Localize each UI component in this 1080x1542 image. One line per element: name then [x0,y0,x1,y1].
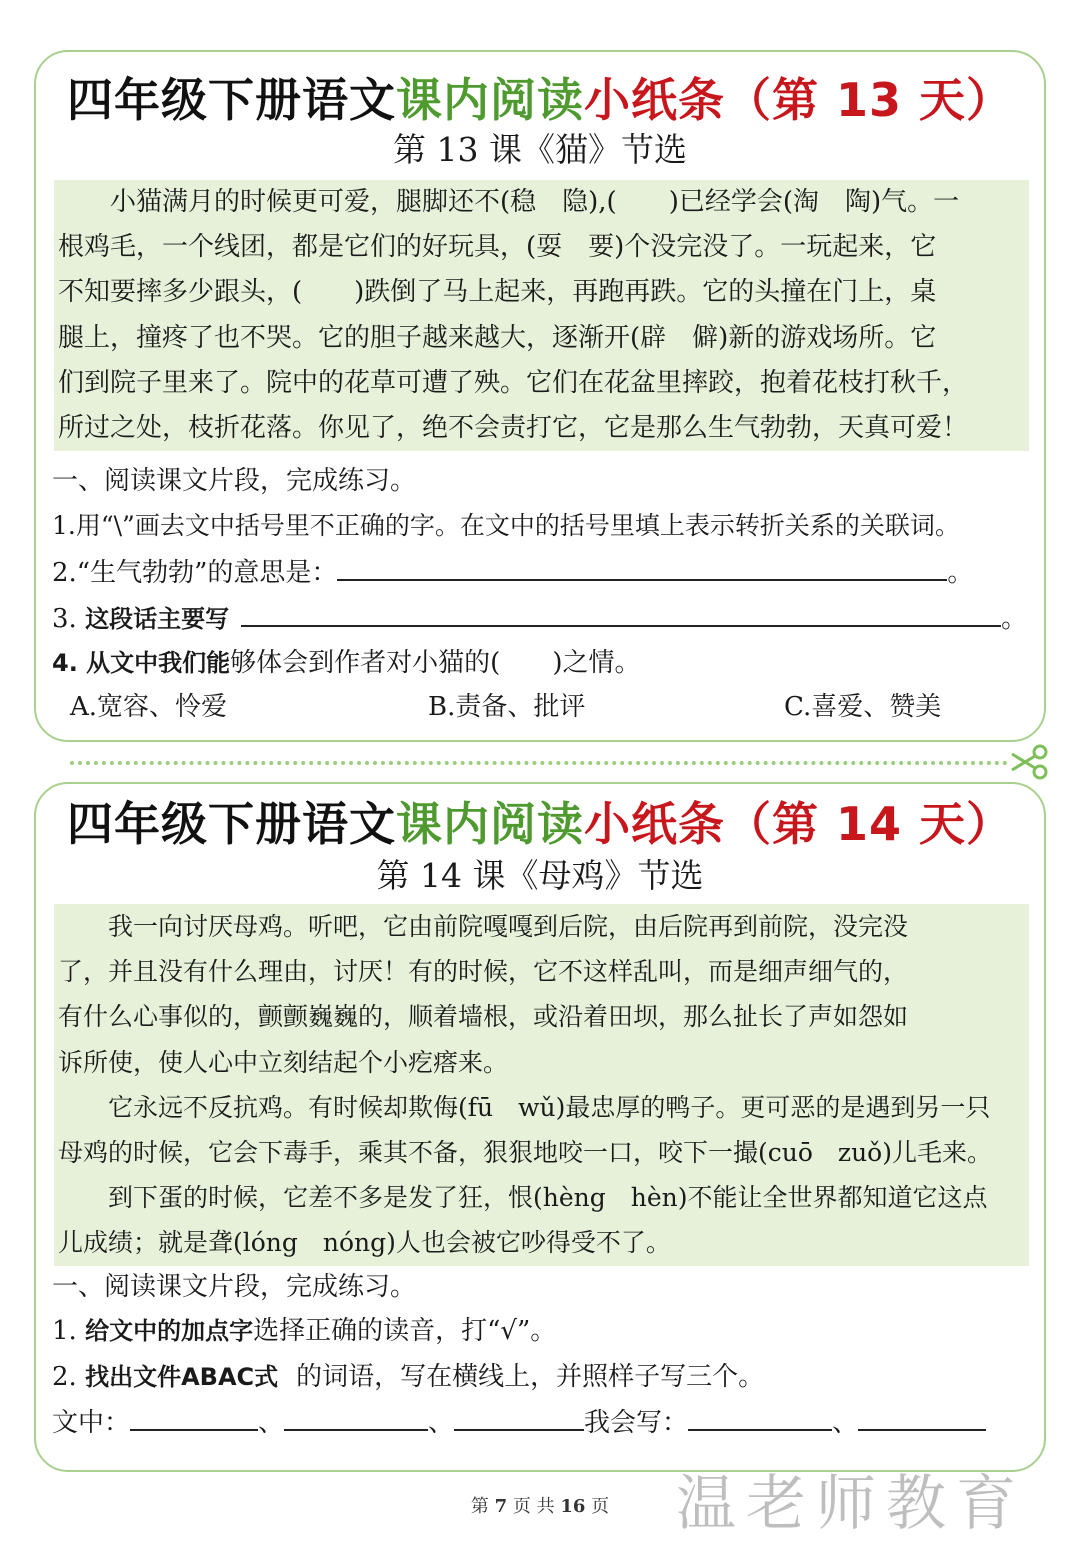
passage-line: 所过之处，枝折花落。你见了，绝不会责打它，它是那么生气勃勃，天真可爱！ [58,412,969,443]
card-title: 四年级下册语文课内阅读小纸条（第 14 天） [66,797,1014,851]
scissors-icon [1008,744,1050,780]
option-a[interactable]: A.宽容、怜爱 [70,692,228,722]
answer-line[interactable] [858,1405,986,1431]
passage-line: 有什么心事似的，颤颤巍巍的，顺着墙根，或沿着田坝，那么扯长了声如怨如 [58,1002,909,1032]
question-3: 3. 这段话主要写 。 [52,598,1027,635]
answer-line[interactable] [688,1405,832,1431]
question-1: 1.用“\”画去文中括号里不正确的字。在文中的括号里填上表示转折关系的关联词。 [52,511,960,540]
total-pages: 16 [560,1496,586,1517]
answer-line[interactable] [284,1405,428,1431]
watermark: 温老师教育 [676,1469,1026,1539]
passage-line: 们到院子里来了。院中的花草可遭了殃。它们在花盆里摔跤，抱着花枝打秋千， [58,367,969,398]
question-2: 2. 找出文件ABAC式 的词语，写在横线上，并照样子写三个。 [52,1362,765,1392]
passage-line: 母鸡的时候，它会下毒手，乘其不备，狠狠地咬一口，咬下一撮(cuō zuǒ)儿毛来。 [58,1137,992,1167]
question-2: 2.“生气勃勃”的意思是： 。 [52,552,973,589]
passage-line: 到下蛋的时候，它差不多是发了狂，恨(hèng hèn)不能让全世界都知道它这点 [58,1183,988,1213]
passage-box [54,180,1029,451]
question-1: 1. 给文中的加点字选择正确的读音，打“√”。 [52,1316,557,1346]
lesson-subtitle: 第 14 课《母鸡》节选 [376,856,704,895]
day14-card [34,782,1046,1472]
passage-line: 腿上，撞疼了也不哭。它的胆子越来越大，逐渐开(辟 僻)新的游戏场所。它 [58,322,937,353]
passage-line: 小猫满月的时候更可爱，腿脚还不(稳 隐),( )已经学会(淘 陶)气。一 [58,187,960,217]
current-page: 7 [494,1496,508,1517]
passage-line: 了，并且没有什么理由，讨厌！有的时候，它不这样乱叫，而是细声细气的， [58,957,909,987]
passage-line: 它永远不反抗鸡。有时候却欺侮(fū wǔ)最忠厚的鸭子。更可恶的是遇到另一只 [58,1092,991,1122]
answer-line[interactable] [241,601,1001,627]
passage-line: 诉所使，使人心中立刻结起个小疙瘩来。 [58,1047,509,1077]
section-heading: 一、阅读课文片段，完成练习。 [52,1272,417,1302]
day13-card [34,50,1046,742]
answer-line[interactable] [454,1405,584,1431]
page-footer: 第 7 页 共 16 页 [470,1496,610,1517]
lesson-subtitle: 第 13 课《猫》节选 [393,130,687,169]
answer-line[interactable] [337,555,947,581]
passage-line: 根鸡毛，一个线团，都是它们的好玩具，(耍 要)个没完没了。一玩起来，它 [58,232,937,263]
cut-line [70,761,1008,765]
option-c[interactable]: C.喜爱、赞美 [784,692,942,722]
option-b[interactable]: B.责备、批评 [428,692,586,722]
answer-line[interactable] [130,1405,258,1431]
question-4: 4. 从文中我们能够体会到作者对小猫的( )之情。 [52,648,641,678]
section-heading: 一、阅读课文片段，完成练习。 [52,466,417,496]
passage-line: 不知要摔多少跟头，( )跌倒了马上起来，再跑再跌。它的头撞在门上，桌 [58,277,937,308]
card-title: 四年级下册语文课内阅读小纸条（第 13 天） [66,73,1014,127]
passage-line: 儿成绩；就是聋(lóng nóng)人也会被它吵得受不了。 [58,1228,671,1258]
passage-box [54,904,1029,1266]
passage-line: 我一向讨厌母鸡。听吧，它由前院嘎嘎到后院，由后院再到前院，没完没 [58,912,909,941]
question-3: 文中： 、 、 我会写： 、 [52,1402,986,1439]
